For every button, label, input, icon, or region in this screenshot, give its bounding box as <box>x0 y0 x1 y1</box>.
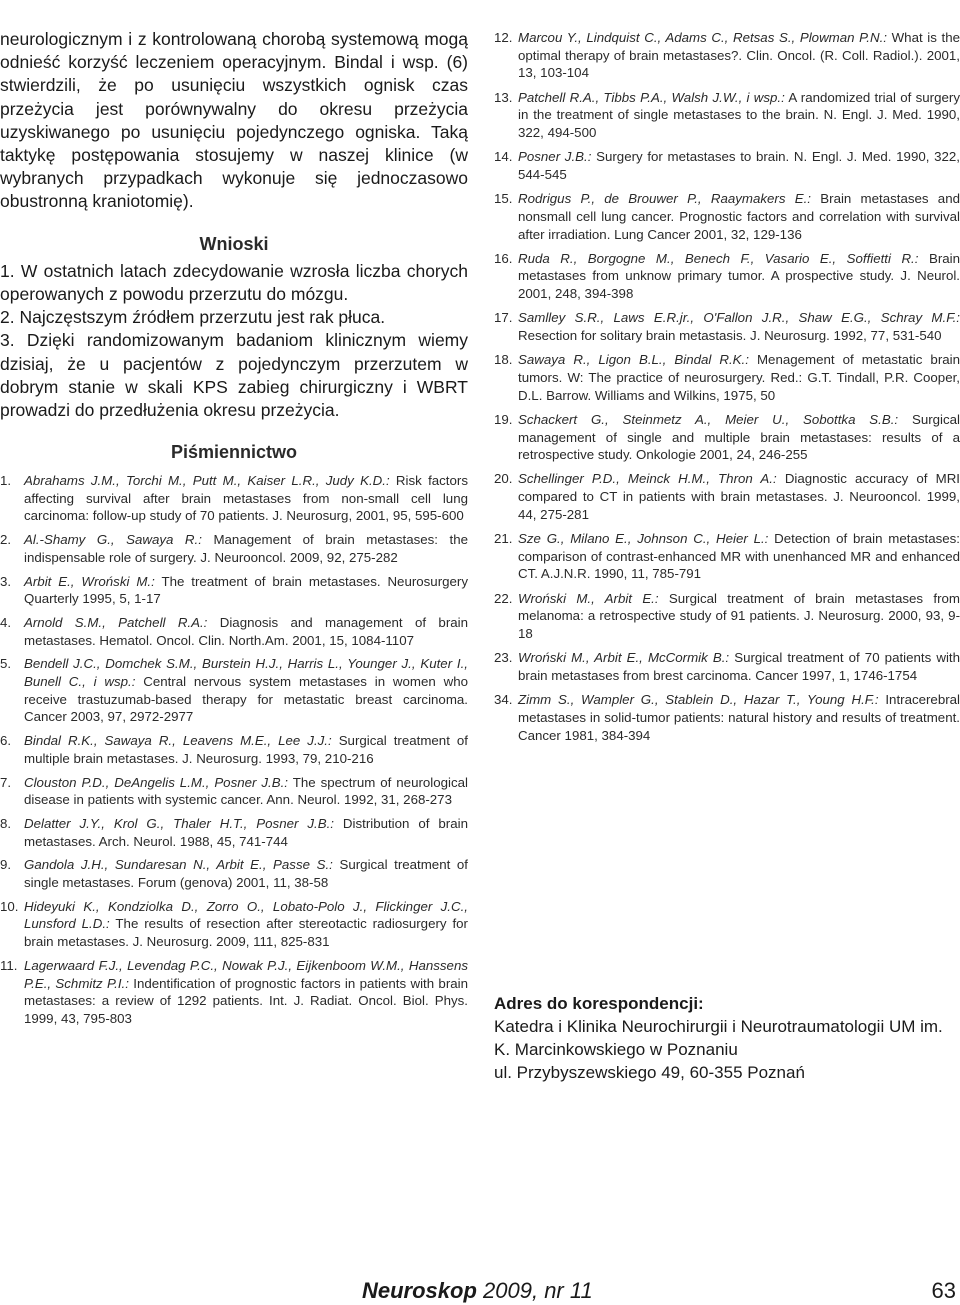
reference-details: Central nervous system metastases in women who receive trastuzumab-based therapy for metastatic breast carcinoma. Cancer 2003, 97, 2972-2977 <box>24 674 468 725</box>
reference-number: 8. <box>0 815 12 831</box>
reference-authors: Schackert G., Steinmetz A., Meier U., Sobottka S.B.: <box>518 411 899 427</box>
address-institution: Katedra i Klinika Neurochirurgii i Neurotraumatologii UM im. K. Marcinkowskiego w Poznaniu <box>494 1017 943 1059</box>
reference-details: Brain metastases from unknow primary tumor. A prospective study. J. Neurol. 2001, 248, 394-398 <box>518 250 960 302</box>
reference-item <box>0 957 468 1028</box>
reference-item <box>494 649 960 684</box>
reference-authors: Wroński M., Arbit E., McCormik B.: <box>518 650 730 666</box>
reference-authors: Gandola J.H., Sundaresan N., Arbit E., Passe S.: <box>24 857 333 873</box>
reference-text <box>518 190 960 243</box>
reference-text <box>24 732 468 767</box>
reference-number: 15. <box>494 191 513 207</box>
reference-text <box>24 774 468 809</box>
reference-details: Risk factors affecting survival after brain metastases from non-small cell lung carcinoma: follow-up study of 70 patients. J. Neurosurg, 2001, 95, 595-600 <box>24 473 468 524</box>
reference-authors: Ruda R., Borgogne M., Benech F., Vasario E., Soffietti R.: <box>518 250 919 266</box>
reference-text <box>518 250 960 303</box>
reference-item <box>0 732 468 767</box>
reference-item <box>0 614 468 649</box>
reference-authors: Delatter J.Y., Krol G., Thaler H.T., Posner J.B.: <box>24 815 334 831</box>
reference-text <box>518 530 960 583</box>
body-paragraph: neurologicznym i z kontrolowaną chorobą systemową mogą odnieść korzyść leczeniem operacyjnym. Bindal i wsp. (6) stwierdzili, że po usunięciu wszystkich ognisk czas przeżycia jest porównywalny do okresu przeżycia uzyskiwanego po usunięciu pojedynczego ogniska. Taką taktykę postępowania stosujemy w naszej klinice (w wybranych przypadkach wykonuje się jednoczasowo obustronną kraniotomię). <box>0 29 468 212</box>
reference-text <box>24 614 468 649</box>
reference-text <box>24 573 468 608</box>
reference-number: 34. <box>494 692 513 708</box>
reference-item <box>494 250 960 303</box>
reference-number: 4. <box>0 614 12 630</box>
reference-text <box>518 411 960 464</box>
body-text <box>0 28 468 468</box>
reference-text <box>518 351 960 404</box>
page-footer <box>0 1278 960 1304</box>
reference-number: 20. <box>494 471 513 487</box>
reference-details: Indentification of prognostic factors in patients with brain metastases: a review of 1292 patients. Int. J. Radiat. Oncol. Biol. Phys. 1999, 43, 795-803 <box>24 975 468 1026</box>
reference-authors: Zimm S., Wampler G., Stablein D., Hazar T., Young H.F.: <box>518 692 879 708</box>
reference-authors: Sawaya R., Ligon B.L., Bindal R.K.: <box>518 352 749 368</box>
reference-details: Resection for solitary brain metastasis. J. Neurosurg. 1992, 77, 531-540 <box>518 328 942 344</box>
reference-authors: Posner J.B.: <box>518 149 592 165</box>
reference-text <box>518 148 960 183</box>
reference-details: Management of brain metastases: the indispensable role of surgery. J. Neurooncol. 2009, 92, 275-282 <box>24 532 468 565</box>
reference-text <box>24 856 468 891</box>
reference-text <box>518 89 960 142</box>
reference-text <box>518 470 960 523</box>
reference-details: Diagnostic accuracy of MRI compared to CT in patients with brain metastases. J. Neurooncol. 1999, 44, 275-281 <box>518 471 960 522</box>
reference-text <box>24 815 468 850</box>
reference-number: 1. <box>0 473 12 488</box>
reference-number: 6. <box>0 733 12 749</box>
reference-details: Intracerebral metastases in solid-tumor patients: natural history and results of treatment. Cancer 1981, 384-394 <box>518 692 960 743</box>
reference-number: 3. <box>0 573 12 589</box>
journal-name: Neuroskop <box>362 1278 477 1303</box>
reference-item <box>0 774 468 809</box>
reference-item <box>494 411 960 464</box>
reference-authors: Al.-Shamy G., Sawaya R.: <box>24 532 202 548</box>
reference-details: Surgical treatment of multiple brain metastases. J. Neurosurg. 1993, 79, 210-216 <box>24 733 468 766</box>
reference-details: The treatment of brain metastases. Neurosurgery Quarterly 1995, 5, 1-17 <box>24 573 468 607</box>
reference-details: Distribution of brain metastases. Arch. Neurol. 1988, 45, 741-744 <box>24 815 468 849</box>
reference-item <box>0 898 468 951</box>
reference-details: Surgical treatment of single metastases. Forum (genova) 2001, 11, 38-58 <box>24 857 468 891</box>
reference-authors: Arnold S.M., Patchell R.A.: <box>24 614 208 630</box>
reference-details: The results of resection after stereotactic radiosurgery for brain metastases. J. Neurosurg. 2009, 111, 825-831 <box>24 916 468 950</box>
reference-item <box>0 531 468 566</box>
reference-number: 22. <box>494 590 513 606</box>
reference-item <box>494 590 960 643</box>
reference-details: Surgical treatment of brain metastases from melanoma: a retrospective study of 91 patients. J. Neurosurg. 2000, 93, 9-18 <box>518 590 960 642</box>
reference-item <box>494 351 960 404</box>
reference-item <box>494 148 960 183</box>
reference-text <box>518 309 960 344</box>
reference-authors: Bendell J.C., Domchek S.M., Burstein H.J., Harris L., Younger J., Kuter I., Bunell C., i wsp.: <box>24 656 468 690</box>
reference-item <box>0 472 468 525</box>
reference-number: 10. <box>0 898 19 914</box>
reference-text <box>24 957 468 1028</box>
reference-details: Detection of brain metastases: comparison of contrast-enhanced MR with unenhanced MR and enhanced CT. A.J.N.R. 1990, 11, 785-791 <box>518 531 960 582</box>
reference-text <box>518 691 960 744</box>
reference-number: 13. <box>494 89 513 105</box>
reference-text <box>518 590 960 643</box>
reference-item <box>494 190 960 243</box>
reference-item <box>494 29 960 82</box>
conclusion-3: 3. Dzięki randomizowanym badaniom klinicznym wiemy dzisiaj, że u pacjentów z pojedynczym przerzutem w dobrym stanie w skali KPS zabieg chirurgiczny i WBRT prowadzi do przedłużenia okresu przeżycia. <box>0 330 468 421</box>
reference-text <box>24 898 468 951</box>
reference-details: Surgery for metastases to brain. N. Engl. J. Med. 1990, 322, 544-545 <box>518 149 960 182</box>
reference-number: 7. <box>0 774 12 790</box>
reference-item <box>0 856 468 891</box>
reference-item <box>494 309 960 344</box>
correspondence-address <box>494 992 960 1084</box>
reference-item <box>0 815 468 850</box>
reference-number: 2. <box>0 532 12 548</box>
reference-authors: Sze G., Milano E., Johnson C., Heier L.: <box>518 531 769 547</box>
reference-number: 18. <box>494 352 513 368</box>
reference-text <box>518 29 960 82</box>
conclusion-2: 2. Najczęstszym źródłem przerzutu jest rak płuca. <box>0 307 386 328</box>
reference-details: Brain metastases and nonsmall cell lung cancer. Prognostic factors and correlation with survival after irradiation. Lung Cancer 2001, 32, 129-136 <box>518 191 960 242</box>
reference-number: 5. <box>0 656 12 672</box>
journal-issue: 2009, nr 11 <box>476 1278 593 1303</box>
reference-text <box>24 531 468 566</box>
reference-number: 19. <box>494 411 513 427</box>
reference-details: Surgical management of single and multiple brain metastases: results of a retrospective study. Onkologie 2001, 24, 246-255 <box>518 411 960 463</box>
reference-item <box>494 470 960 523</box>
reference-authors: Arbit E., Wroński M.: <box>24 573 155 589</box>
reference-number: 9. <box>0 857 12 873</box>
reference-number: 11. <box>0 957 18 973</box>
conclusions-heading: Wnioski <box>199 233 269 254</box>
reference-number: 14. <box>494 149 513 165</box>
reference-item <box>494 530 960 583</box>
reference-authors: Clouston P.D., DeAngelis L.M., Posner J.B.: <box>24 774 289 790</box>
reference-authors: Bindal R.K., Sawaya R., Leavens M.E., Lee J.J.: <box>24 733 332 749</box>
page-number: 63 <box>931 1278 956 1303</box>
reference-details: A randomized trial of surgery in the treatment of single metastases to the brain. N. Engl. J. Med. 1990, 322, 494-500 <box>518 89 960 141</box>
reference-authors: Samlley S.R., Laws E.R.jr., O'Fallon J.R., Shaw E.G., Schray M.F.: <box>518 310 960 326</box>
reference-number: 16. <box>494 250 513 266</box>
references-heading: Piśmiennictwo <box>170 442 298 463</box>
reference-authors: Patchell R.A., Tibbs P.A., Walsh J.W., i wsp.: <box>518 89 785 105</box>
reference-details: Menagement of metastatic brain tumors. W: The practice of neurosurgery. Red.: G.T. Tindall, P.R. Cooper, D.L. Barrow. Williams and Wilkins, 1975, 50 <box>518 352 960 403</box>
reference-text <box>24 472 468 525</box>
reference-authors: Abrahams J.M., Torchi M., Putt M., Kaiser L.R., Judy K.D.: <box>24 473 390 488</box>
reference-authors: Lagerwaard F.J., Levendag P.C., Nowak P.J., Eijkenboom W.M., Hanssens P.E., Schmitz P.I.: <box>24 957 468 991</box>
reference-authors: Rodrigus P., de Brouwer P., Raaymakers E.: <box>518 191 812 207</box>
reference-item <box>494 691 960 744</box>
reference-details: The spectrum of neurological disease in patients with systemic cancer. Ann. Neurol. 1992, 31, 268-273 <box>24 774 468 808</box>
reference-text <box>24 655 468 726</box>
reference-number: 21. <box>494 531 513 547</box>
reference-details: Surgical treatment of 70 patients with brain metastases from brest carcinoma. Cancer 1997, 1, 1746-1754 <box>518 650 960 683</box>
references-list-left <box>0 472 468 1034</box>
reference-number: 23. <box>494 650 513 666</box>
reference-number: 17. <box>494 310 513 326</box>
reference-item <box>0 655 468 726</box>
reference-item <box>0 573 468 608</box>
reference-authors: Wroński M., Arbit E.: <box>518 590 659 606</box>
reference-authors: Marcou Y., Lindquist C., Adams C., Retsas S., Plowman P.N.: <box>518 30 887 45</box>
references-list-right <box>494 29 960 751</box>
reference-details: What is the optimal therapy of brain metastases?. Clin. Oncol. (R. Coll. Radiol.). 2001, 13, 103-104 <box>518 30 960 81</box>
address-street: ul. Przybyszewskiego 49, 60-355 Poznań <box>494 1063 805 1082</box>
reference-text <box>518 649 960 684</box>
reference-number: 12. <box>494 30 513 45</box>
reference-authors: Hideyuki K., Kondziolka D., Zorro O., Lobato-Polo J., Flickinger J.C., Lunsford L.D.: <box>24 898 468 932</box>
address-heading: Adres do korespondencji: <box>494 994 704 1013</box>
reference-item <box>494 89 960 142</box>
reference-authors: Schellinger P.D., Meinck H.M., Thron A.: <box>518 471 777 487</box>
reference-details: Diagnosis and management of brain metastases. Hematol. Oncol. Clin. North.Am. 2001, 15, 1084-1107 <box>24 614 468 648</box>
journal-citation <box>362 1278 593 1304</box>
conclusion-1: 1. W ostatnich latach zdecydowanie wzrosła liczba chorych operowanych z powodu przerzutu do mózgu. <box>0 260 468 305</box>
